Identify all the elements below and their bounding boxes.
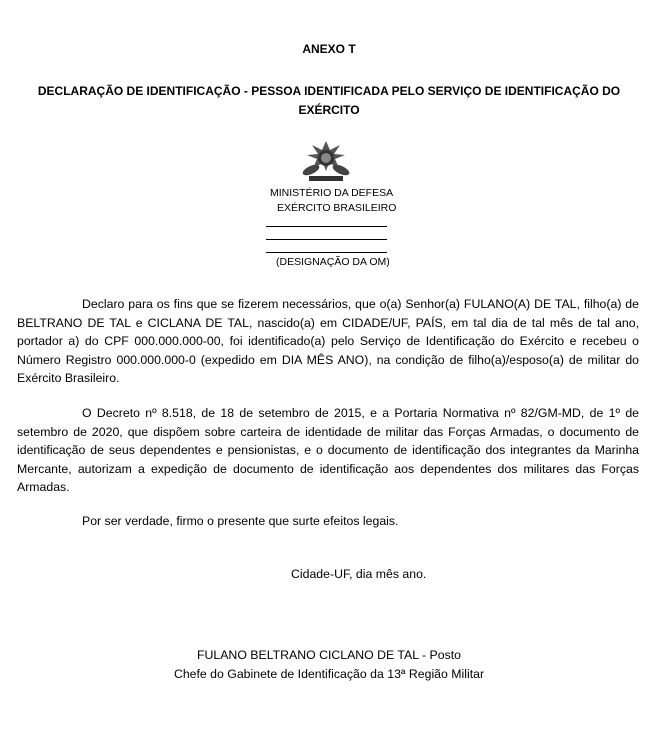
- signer-name: FULANO BELTRANO CICLANO DE TAL - Posto: [197, 648, 461, 662]
- blank-line: [266, 226, 387, 227]
- army-name: EXÉRCITO BRASILEIRO: [277, 202, 397, 214]
- signer-role: Chefe do Gabinete de Identificação da 13ª Região Militar: [173, 667, 485, 681]
- signature-block: [0, 646, 658, 684]
- blank-line: [266, 252, 387, 253]
- legal-basis-paragraph: O Decreto nº 8.518, de 18 de setembro de 2015, e a Portaria Normativa nº 82/GM-MD, de 1º de setembro de 2020, que dispõem sobre carteira de identidade de militar das Forças Armadas, o documento de identificação de seus dependentes e pensionistas, e o documento de identificação dos integrantes da Marinha Mercante, autorizam a expedição de documento de identificação aos dependentes dos militares das Forças Armadas.: [17, 406, 639, 495]
- ministry-name: MINISTÉRIO DA DEFESA: [270, 187, 394, 199]
- document-title: DECLARAÇÃO DE IDENTIFICAÇÃO - PESSOA IDENTIFICADA PELO SERVIÇO DE IDENTIFICAÇÃO DO EXÉRCITO: [37, 84, 621, 117]
- blank-line: [266, 239, 387, 240]
- brazil-coat-of-arms-icon: [301, 140, 351, 184]
- closing-paragraph: Por ser verdade, firmo o presente que surte efeitos legais.: [82, 514, 399, 528]
- unit-designation: (DESIGNAÇÃO DA OM): [276, 256, 390, 268]
- place-date: Cidade-UF, dia mês ano.: [291, 567, 427, 581]
- annex-label: ANEXO T: [302, 42, 356, 56]
- declaration-paragraph: Declaro para os fins que se fizerem necessários, que o(a) Senhor(a) FULANO(A) DE TAL, filho(a) de BELTRANO DE TAL e CICLANA DE TAL, nascido(a) em CIDADE/UF, PAÍS, em tal dia de tal mês de tal ano, portador a) do CPF 000.000.000-00, foi identificado(a) pelo Serviço de Identificação do Exército e recebeu o Número Registro 000.000.000-0 (expedido em DIA MÊS ANO), na condição de filho(a)/esposo(a) de militar do Exército Brasileiro.: [17, 297, 639, 386]
